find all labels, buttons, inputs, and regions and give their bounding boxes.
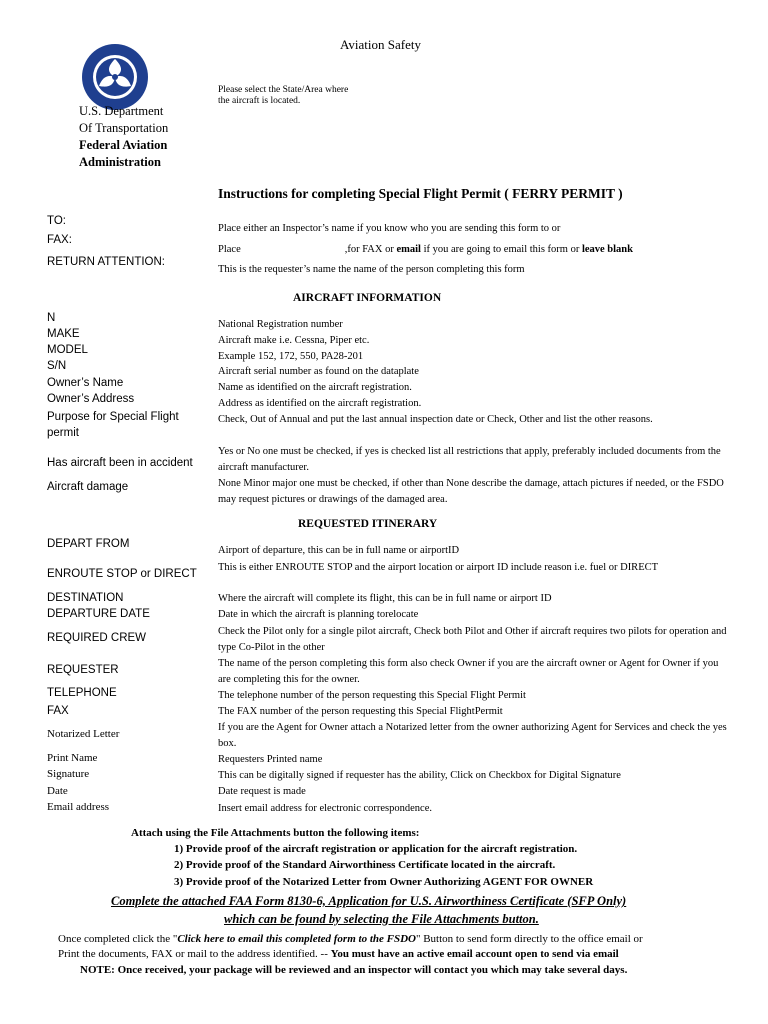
state-prompt-line-1: Please select the State/Area where — [218, 85, 349, 95]
page-title: Aviation Safety — [340, 37, 421, 52]
itin-label-email: Email address — [47, 801, 110, 813]
footer-line-2 — [58, 948, 619, 960]
aircraft-desc-purpose[interactable]: Check, Out of Annual and put the last annual inspection date or Check, Other and list the other reasons. — [218, 414, 653, 425]
itin-label-departure-date: DEPARTURE DATE — [47, 608, 150, 620]
aircraft-desc-sn[interactable]: Aircraft serial number as found on the dataplate — [218, 366, 419, 377]
itin-label-requester: REQUESTER — [47, 664, 119, 676]
aircraft-desc-make[interactable]: Aircraft make i.e. Cessna, Piper etc. — [218, 335, 370, 346]
complete-form-line-1: Complete the attached FAA Form 8130-6, Application for U.S. Airworthiness Certificate (SFP Only) — [111, 894, 627, 908]
state-select-prompt[interactable] — [218, 85, 348, 107]
itin-label-notarized: Notarized Letter — [47, 728, 120, 740]
footer-note: NOTE: Once received, your package will be reviewed and an inspector will contact you which may take several days. — [80, 964, 628, 976]
itin-label-enroute: ENROUTE STOP or DIRECT — [47, 568, 197, 580]
attach-item-1: 1) Provide proof of the aircraft registration or application for the aircraft registration. — [174, 843, 578, 855]
email-fsdo-button-ref: Click here to email this completed form to the FSDO — [177, 933, 416, 945]
department-name — [79, 103, 168, 171]
fax-field[interactable] — [218, 242, 633, 258]
fax-desc-email: email — [396, 244, 421, 255]
aircraft-label-sn: S/N — [47, 360, 67, 372]
itin-label-crew: REQUIRED CREW — [47, 632, 147, 644]
complete-form-line-2: which can be found by selecting the File Attachments button. — [224, 912, 539, 926]
footer-line-1a: Once completed click the " — [58, 933, 178, 945]
to-field[interactable]: Place either an Inspector’s name if you know who you are sending this form to or — [218, 223, 561, 234]
fax-desc-blank: leave blank — [581, 244, 633, 255]
itin-desc-enroute[interactable]: This is either ENROUTE STOP and the airport location or airport ID include reason i.e. fuel or DIRECT — [218, 562, 659, 573]
dept-line-1: U.S. Department — [79, 104, 164, 118]
aircraft-label-make: MAKE — [47, 328, 80, 340]
footer-line-1c: " Button to send form directly to the office email or — [415, 933, 643, 945]
attach-intro: Attach using the File Attachments button the following items: — [131, 827, 420, 839]
aircraft-desc-model[interactable]: Example 152, 172, 550, PA28-201 — [218, 351, 364, 362]
itin-label-fax: FAX — [47, 705, 69, 717]
footer-line-2a: Print the documents, FAX or mail to the address identified. -- — [58, 948, 331, 960]
aircraft-label-purpose: Purpose for Special Flight permit — [47, 411, 179, 439]
aircraft-label-owner-name: Owner’s Name — [47, 377, 124, 389]
attach-item-3: 3) Provide proof of the Notarized Letter from Owner Authorizing AGENT FOR OWNER — [174, 876, 594, 888]
itin-desc-notarized[interactable]: If you are the Agent for Owner attach a Notarized letter from the owner authorizing Agent for Services and check the yes box. — [218, 722, 727, 749]
itinerary-heading: REQUESTED ITINERARY — [298, 518, 438, 530]
dept-line-3: Federal Aviation — [79, 138, 168, 152]
itin-desc-date[interactable]: Date request is made — [218, 786, 306, 797]
itin-desc-crew[interactable]: Check the Pilot only for a single pilot aircraft, Check both Pilot and Other if aircraft requires two pilots for operation and type Co-Pilot in the other — [218, 626, 727, 653]
dept-line-4: Administration — [79, 155, 161, 169]
itin-label-telephone: TELEPHONE — [47, 687, 117, 699]
fax-label: FAX: — [47, 234, 72, 246]
footer-line-2b: You must have an active email account open to send via email — [330, 948, 619, 960]
itin-label-signature: Signature — [47, 768, 90, 780]
itin-label-print-name: Print Name — [47, 752, 98, 764]
return-attention-field[interactable]: This is the requester’s name the name of the person completing this form — [218, 264, 525, 275]
itin-desc-destination[interactable]: Where the aircraft will complete its flight, this can be in full name or airport ID — [218, 593, 552, 604]
itin-desc-signature[interactable]: This can be digitally signed if requester has the ability, Click on Checkbox for Digital Signature — [218, 770, 621, 781]
itin-desc-telephone[interactable]: The telephone number of the person requesting this Special Flight Permit — [218, 690, 526, 701]
footer-line-1 — [58, 933, 643, 945]
itin-label-date: Date — [47, 785, 68, 797]
itin-label-depart: DEPART FROM — [47, 538, 130, 550]
aircraft-label-owner-address: Owner’s Address — [47, 393, 135, 405]
dept-line-2: Of Transportation — [79, 121, 169, 135]
attach-item-2: 2) Provide proof of the Standard Airworthiness Certificate located in the aircraft. — [174, 859, 556, 871]
aircraft-desc-n[interactable]: National Registration number — [218, 319, 343, 330]
aircraft-label-accident: Has aircraft been in accident — [47, 457, 193, 469]
document-title: Instructions for completing Special Flight Permit ( FERRY PERMIT ) — [218, 186, 623, 201]
state-prompt-line-2: the aircraft is located. — [218, 96, 301, 106]
itin-desc-departure-date[interactable]: Date in which the aircraft is planning torelocate — [218, 609, 419, 620]
itin-desc-print-name[interactable]: Requesters Printed name — [218, 754, 323, 765]
fax-desc-b: ,for FAX or — [344, 244, 397, 255]
aircraft-desc-damage[interactable]: None Minor major one must be checked, if other than None describe the damage, attach pictures if needed, or the FSDO may request pictures or drawings of the damaged area. — [218, 478, 724, 505]
aircraft-label-damage: Aircraft damage — [47, 481, 129, 493]
itin-label-destination: DESTINATION — [47, 592, 124, 604]
aircraft-info-heading: AIRCRAFT INFORMATION — [293, 292, 442, 304]
aircraft-desc-owner-address[interactable]: Address as identified on the aircraft registration. — [218, 398, 422, 409]
fax-desc-a: Place — [218, 244, 241, 255]
aircraft-desc-accident[interactable]: Yes or No one must be checked, if yes is checked list all restrictions that apply, preferably included documents from the aircraft manufacturer. — [218, 446, 721, 473]
return-attention-label: RETURN ATTENTION: — [47, 256, 165, 268]
itin-desc-requester[interactable]: The name of the person completing this form also check Owner if you are the aircraft owner or Agent for Owner if you are completing this for the owner. — [218, 658, 719, 685]
itin-desc-fax[interactable]: The FAX number of the person requesting this Special FlightPermit — [218, 706, 503, 717]
itin-desc-depart[interactable]: Airport of departure, this can be in full name or airportID — [218, 545, 460, 556]
to-label: TO: — [47, 215, 66, 227]
aircraft-label-model: MODEL — [47, 344, 88, 356]
fax-desc-c: if you are going to email this form or — [420, 244, 582, 255]
itin-desc-email[interactable]: Insert email address for electronic correspondence. — [218, 803, 432, 814]
dot-seal-logo — [80, 42, 150, 112]
aircraft-desc-owner-name[interactable]: Name as identified on the aircraft registration. — [218, 382, 412, 393]
aircraft-label-n: N — [47, 312, 56, 324]
